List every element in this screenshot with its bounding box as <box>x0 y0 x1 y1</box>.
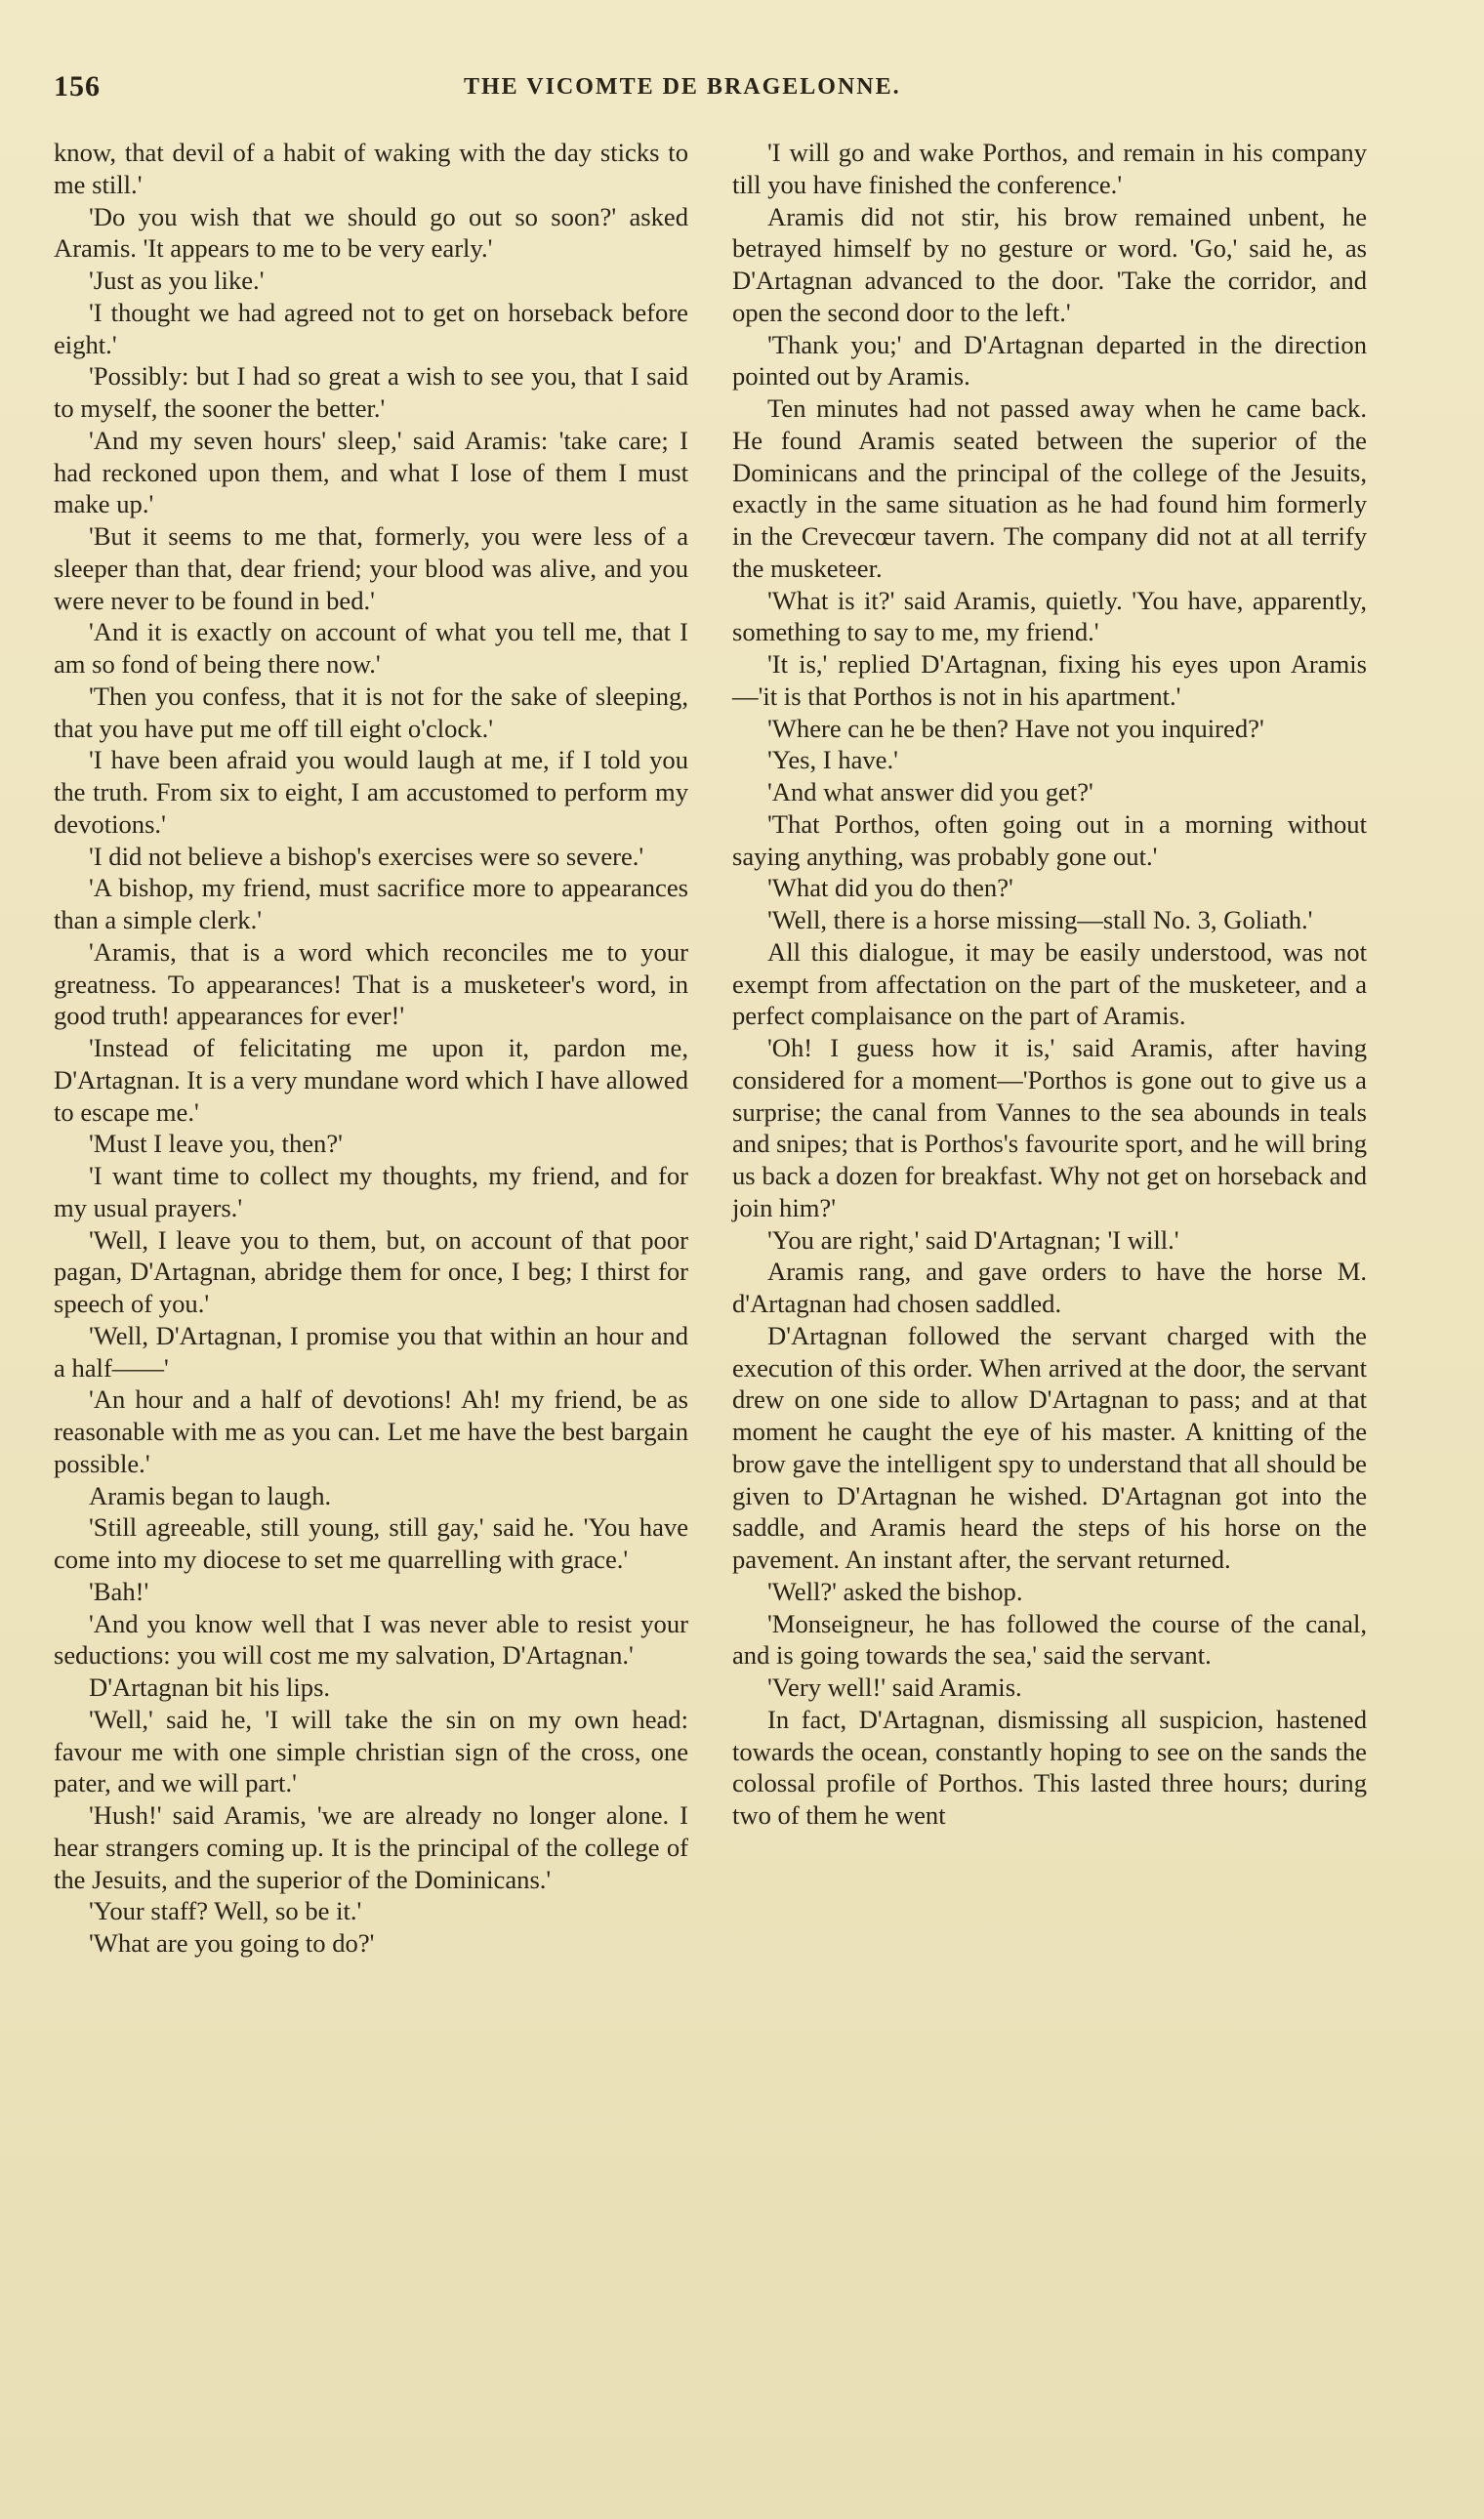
paragraph: 'Monseigneur, he has followed the course of the canal, and is going towards the sea,' said the servant. <box>732 1608 1367 1671</box>
paragraph: 'Very well!' said Aramis. <box>767 1672 1022 1702</box>
paragraph: 'Well,' said he, 'I will take the sin on my own head: favour me with one simple christian sign of the cross, one pater, and we will part.' <box>54 1704 688 1798</box>
paragraph: 'Instead of felicitating me upon it, pardon me, D'Artagnan. It is a very mundane word which I have allowed to escape me.' <box>54 1033 688 1127</box>
paragraph: 'Well?' asked the bishop. <box>767 1576 1023 1606</box>
paragraph: D'Artagnan followed the servant charged with the execution of this order. When arrived at the door, the servant drew on one side to allow D'Artagnan to pass; and at that moment he caught the eye of his master. A knitting of the brow gave the intelligent spy to understand that all should be given to D'Artagnan he wished. D'Artagnan got into the saddle, and Aramis heard the steps of his horse on the pavement. An instant after, the servant returned. <box>732 1320 1367 1574</box>
paragraph: 'You are right,' said D'Artagnan; 'I will.' <box>767 1224 1179 1255</box>
paragraph: 'What did you do then?' <box>767 873 1013 903</box>
paragraph: 'Then you confess, that it is not for the sake of sleeping, that you have put me off till eight o'clock.' <box>54 681 688 743</box>
paragraph: 'And it is exactly on account of what you tell me, that I am so fond of being there now.' <box>54 617 688 679</box>
paragraph: 'Still agreeable, still young, still gay,' said he. 'You have come into my diocese to set me quarrelling with grace.' <box>54 1512 688 1574</box>
paragraph: 'And my seven hours' sleep,' said Aramis: 'take care; I had reckoned upon them, and what I lose of them I must make up.' <box>54 425 688 519</box>
running-title: THE VICOMTE DE BRAGELONNE. <box>464 74 901 100</box>
paragraph: In fact, D'Artagnan, dismissing all suspicion, hastened towards the ocean, constantly hoping to see on the sands the colossal profile of Porthos. This lasted three hours; during two of them he went <box>732 1704 1367 1830</box>
paragraph: 'Just as you like.' <box>89 266 265 295</box>
paragraph: 'Oh! I guess how it is,' said Aramis, after having considered for a moment—'Porthos is gone out to give us a surprise; the canal from Vannes to the sea abounds in teals and snipes; that is Porthos's favourite sport, and he will bring us back a dozen for breakfast. Why not get on horseback and join him?' <box>732 1033 1367 1222</box>
paragraph: 'That Porthos, often going out in a morning without saying anything, was probably gone out.' <box>732 808 1367 871</box>
paragraph: 'Bah!' <box>89 1576 149 1606</box>
paragraph: know, that devil of a habit of waking with the day sticks to me still.' <box>54 138 688 199</box>
paragraph: 'Thank you;' and D'Artagnan departed in the direction pointed out by Aramis. <box>732 329 1367 392</box>
paragraph: 'Where can he be then? Have not you inquired?' <box>767 713 1264 743</box>
paragraph: 'Aramis, that is a word which reconciles me to your greatness. To appearances! That is a musketeer's word, in good truth! appearances for ever!' <box>54 936 688 1031</box>
paragraph: 'What are you going to do?' <box>89 1928 375 1958</box>
page-number: 156 <box>54 70 101 103</box>
paragraph: 'Well, I leave you to them, but, on account of that poor pagan, D'Artagnan, abridge them for once, I beg; I thirst for speech of you.' <box>54 1224 688 1318</box>
paragraph: 'I did not believe a bishop's exercises were so severe.' <box>89 841 644 871</box>
paragraph: 'Possibly: but I had so great a wish to see you, that I said to myself, the sooner the better.' <box>54 361 688 423</box>
paragraph: 'What is it?' said Aramis, quietly. 'You have, apparently, something to say to me, my friend.' <box>732 585 1367 647</box>
paragraph: All this dialogue, it may be easily understood, was not exempt from affectation on the part of the musketeer, and a perfect complaisance on the part of Aramis. <box>732 936 1367 1031</box>
paragraph: 'Do you wish that we should go out so soon?' asked Aramis. 'It appears to me to be very early.' <box>54 201 688 264</box>
paragraph: 'An hour and a half of devotions! Ah! my friend, be as reasonable with me as you can. Let me have the best bargain possible.' <box>54 1384 688 1478</box>
paragraph: D'Artagnan bit his lips. <box>89 1672 331 1702</box>
paragraph: 'A bishop, my friend, must sacrifice more to appearances than a simple clerk.' <box>54 873 688 934</box>
paragraph: 'I thought we had agreed not to get on horseback before eight.' <box>54 297 688 359</box>
page-header <box>54 70 1416 119</box>
paragraph: 'Well, D'Artagnan, I promise you that within an hour and a half——' <box>54 1320 688 1383</box>
paragraph: 'But it seems to me that, formerly, you were less of a sleeper than that, dear friend; your blood was alive, and you were never to be found in bed.' <box>54 521 688 615</box>
paragraph: 'Yes, I have.' <box>767 745 898 775</box>
paragraph: Aramis began to laugh. <box>89 1480 332 1510</box>
paragraph: 'I will go and wake Porthos, and remain in his company till you have finished the conference.' <box>732 138 1367 199</box>
paragraph: 'Your staff? Well, so be it.' <box>89 1896 362 1926</box>
paragraph: Aramis rang, and gave orders to have the horse M. d'Artagnan had chosen saddled. <box>732 1257 1367 1318</box>
paragraph: Aramis did not stir, his brow remained unbent, he betrayed himself by no gesture or word. 'Go,' said he, as D'Artagnan advanced to the door. 'Take the corridor, and open the second door to the left.' <box>732 201 1367 327</box>
paragraph: 'Well, there is a horse missing—stall No. 3, Goliath.' <box>767 905 1313 934</box>
paragraph: Ten minutes had not passed away when he came back. He found Aramis seated between the superior of the Dominicans and the principal of the college of the Jesuits, exactly in the same situation as he had found him formerly in the Crevecœur tavern. The company did not at all terrify the musketeer. <box>732 393 1367 583</box>
paragraph: 'It is,' replied D'Artagnan, fixing his eyes upon Aramis—'it is that Porthos is not in his apartment.' <box>732 649 1367 711</box>
paragraph: 'Hush!' said Aramis, 'we are already no longer alone. I hear strangers coming up. It is the principal of the college of the Jesuits, and the superior of the Dominicans.' <box>54 1800 688 1894</box>
paragraph: 'I want time to collect my thoughts, my friend, and for my usual prayers.' <box>54 1161 688 1222</box>
paragraph: 'Must I leave you, then?' <box>89 1129 343 1159</box>
paragraph: 'I have been afraid you would laugh at me, if I told you the truth. From six to eight, I am accustomed to perform my devotions.' <box>54 745 688 839</box>
paragraph: 'And you know well that I was never able to resist your seductions: you will cost me my salvation, D'Artagnan.' <box>54 1608 688 1671</box>
left-column <box>54 137 688 1960</box>
right-column <box>732 137 1367 1832</box>
paragraph: 'And what answer did you get?' <box>767 777 1093 806</box>
